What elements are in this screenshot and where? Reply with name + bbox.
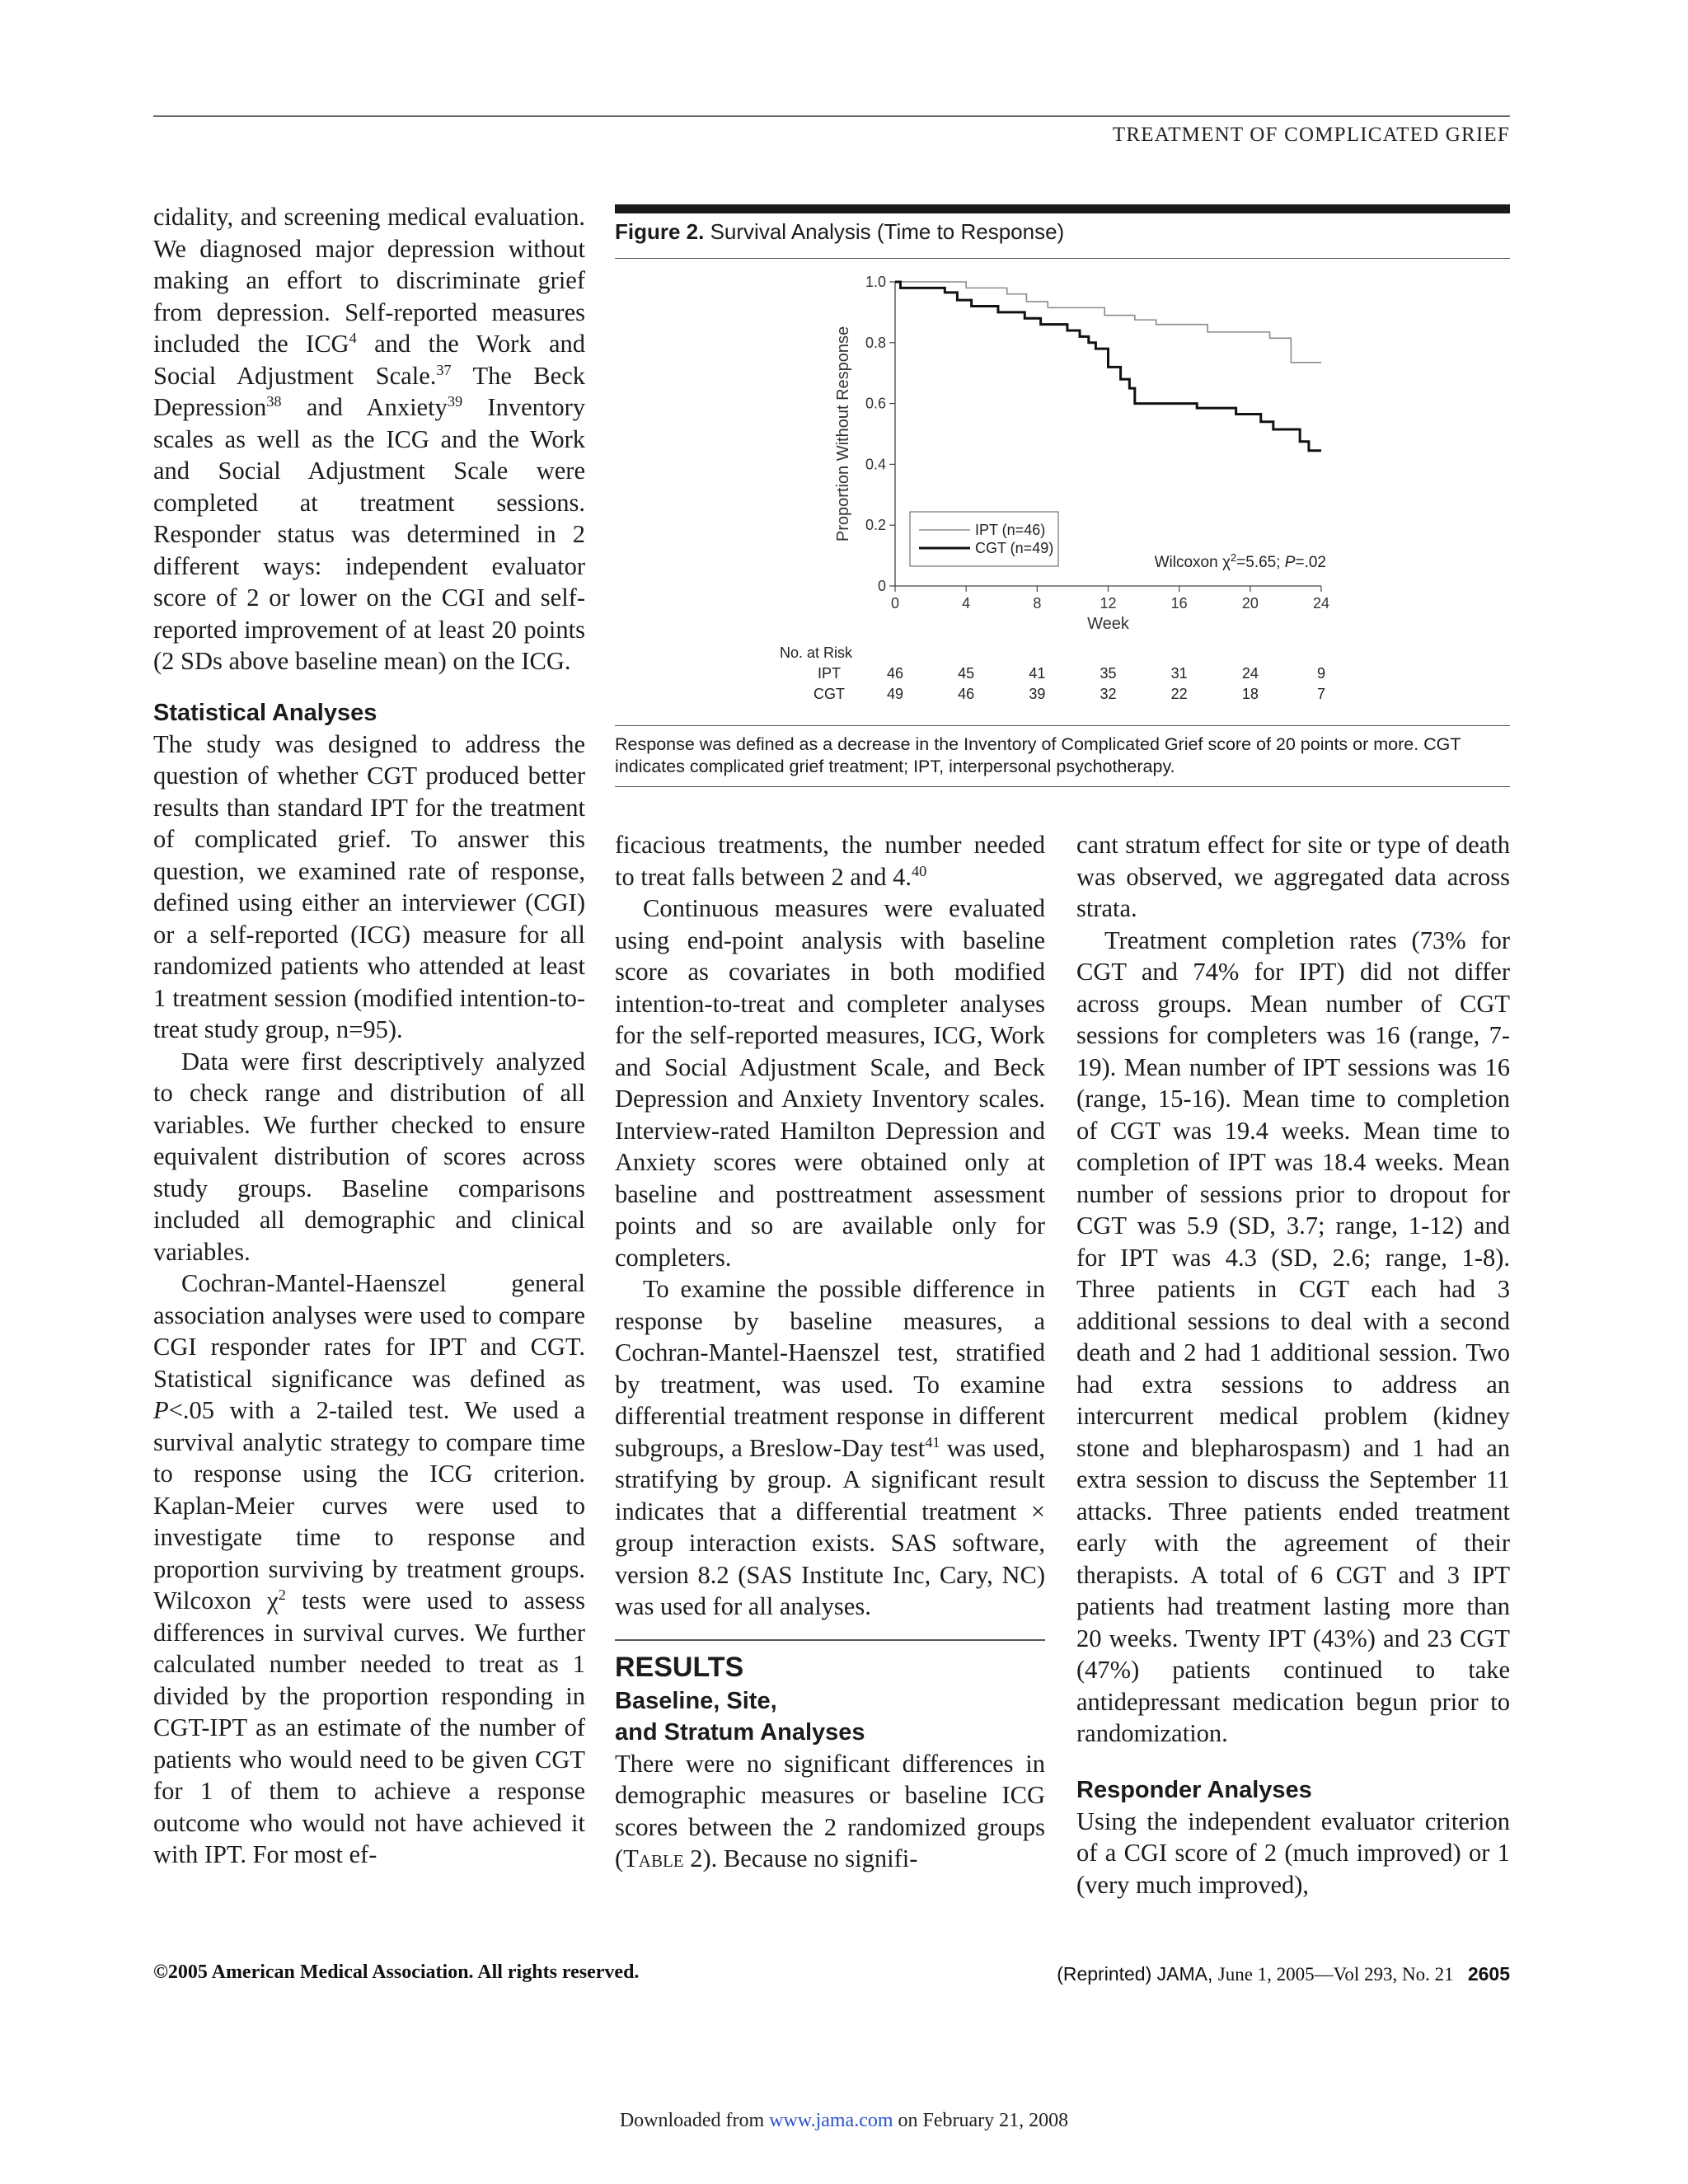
- survival-chart: [615, 260, 1510, 722]
- at-risk-title: No. at Risk: [780, 644, 853, 661]
- paragraph: Cochran-Mantel-Haenszel general association analyses were used to compare CGI responder rates for IPT and CGT. Statistical significance was defined as P<.05 with a 2-tailed test. We used a survival analytic strategy to compare time to response using the ICG criterion. Kaplan-Meier curves were used to investigate time to response and proportion surviving by treatment groups. Wilcoxon $\chi^2$ tests were used to assess differences in survival curves. We further calculated number needed to treat as 1 divided by the proportion responding in CGT-IPT as an estimate of the number of patients who would need to be given CGT for 1 of them to achieve a response outcome who would not have achieved it with IPT. For most ef-: [153, 1269, 586, 1868]
- x-tick-label: 4: [962, 595, 971, 612]
- paragraph: The study was designed to address the question of whether CGT produced better results than standard IPT for the treatment of complicated grief. To answer this question, we examined rate of response, defined using either an interviewer (CGI) or a self-reported (ICG) measure for all randomized patients who attended at least 1 treatment session (modified intention-to-treat study group, n=95).: [153, 729, 585, 1043]
- legend-label: CGT (n=49): [975, 540, 1054, 556]
- wilcoxon-annotation: Wilcoxon $\chi^2=5.65$; P=.02: [1154, 551, 1326, 571]
- text-column-3: [1076, 829, 1510, 1900]
- y-tick-label: 0.4: [865, 456, 886, 473]
- x-tick-label: 12: [1100, 595, 1117, 612]
- y-tick-label: 1.0: [865, 274, 886, 290]
- results-rule: [615, 1639, 1045, 1641]
- figure-rule: [615, 725, 1510, 726]
- y-axis-label: Proportion Without Response: [834, 326, 852, 542]
- y-tick-label: 0.6: [865, 395, 886, 412]
- at-risk-value: 9: [1316, 665, 1326, 682]
- text-column-1: [153, 201, 585, 1871]
- paragraph: Using the independent evaluator criterion of a CGI score of 2 (much improved) or 1 (very much improved),: [1076, 1807, 1510, 1899]
- x-tick-label: 24: [1312, 595, 1330, 612]
- paragraph: cidality, and screening medical evaluation. We diagnosed major depression without making an effort to discriminate grief from depression. Self-reported measures included the ICG$^4$ and the Work and Social Adjustment Scale.$^{37}$ The Beck Depression$^{38}$ and Anxiety$^{39}$ Inventory scales as well as the ICG and the Work and Social Adjustment Scale were completed at treatment sessions. Responder status was determined in 2 different ways: independent evaluator score of 2 or lower on the CGI and self-reported improvement of at least 20 points (2 SDs above baseline mean) on the ICG.: [153, 203, 586, 675]
- at-risk-value: 31: [1170, 665, 1188, 682]
- copyright: ©2005 American Medical Association. All rights reserved.: [153, 1961, 640, 1983]
- reprint-citation: (Reprinted) JAMA, June 1, 2005—Vol 293, No. 21 2605: [1057, 1963, 1510, 1985]
- y-tick-label: 0: [877, 578, 886, 594]
- legend-box: [910, 512, 1058, 566]
- page-number: 2605: [1467, 1963, 1510, 1985]
- legend-label: IPT (n=46): [975, 522, 1046, 538]
- x-tick-label: 0: [890, 595, 900, 612]
- paragraph: Continuous measures were evaluated using end-point analysis with baseline score as covariates in both modified intention-to-treat and completer analyses for the self-reported measures, ICG, Work and Social Adjustment Scale, and Beck Depression and Anxiety Inventory scales. Interview-rated Hamilton Depression and Anxiety scores were obtained only at baseline and posttreatment assessment points and so are available only for completers.: [615, 894, 1045, 1272]
- results-heading: RESULTS: [615, 1651, 744, 1683]
- x-axis-label: Week: [1087, 615, 1129, 633]
- y-tick-label: 0.8: [865, 334, 886, 351]
- at-risk-value: 24: [1241, 665, 1259, 682]
- section-heading-responder-analyses: Responder Analyses: [1076, 1776, 1312, 1803]
- figure-rule: [615, 786, 1510, 787]
- x-tick-label: 8: [1033, 595, 1042, 612]
- at-risk-value: 39: [1029, 686, 1046, 702]
- at-risk-value: 41: [1029, 665, 1046, 682]
- at-risk-row-label: CGT: [814, 686, 845, 702]
- header-rule: [153, 115, 1510, 117]
- x-tick-label: 20: [1241, 595, 1259, 612]
- at-risk-value: 46: [886, 665, 904, 682]
- survival-curve-cgt: [895, 282, 1321, 451]
- paragraph: ficacious treatments, the number needed to treat falls between 2 and 4.40: [615, 831, 1045, 891]
- at-risk-value: 45: [958, 665, 975, 682]
- download-notice: Downloaded from www.jama.com on February 21, 2008: [619, 2110, 1069, 2131]
- paragraph: To examine the possible difference in response by baseline measures, a Cochran-Mantel-Haenszel test, stratified by treatment, was used. To examine differential treatment response in different subgroups, a Breslow-Day test$^{41}$ was used, stratifying by group. A significant result indicates that a differential treatment × group interaction exists. SAS software, version 8.2 (SAS Institute Inc, Cary, NC) was used for all analyses.: [615, 1275, 1045, 1620]
- at-risk-value: 7: [1316, 686, 1326, 702]
- figure-title: Figure 2. Survival Analysis (Time to Response): [615, 219, 1065, 244]
- at-risk-value: 35: [1100, 665, 1117, 682]
- at-risk-row-label: IPT: [817, 665, 842, 682]
- running-head: TREATMENT OF COMPLICATED GRIEF: [1112, 124, 1510, 146]
- figure-caption: Response was defined as a decrease in the Inventory of Complicated Grief score of 20 points or more. CGT indicates complicated grief treatment; IPT, interpersonal psychotherapy.: [615, 734, 1461, 776]
- at-risk-value: 46: [958, 686, 975, 702]
- at-risk-value: 32: [1100, 686, 1117, 702]
- y-tick-label: 0.2: [865, 517, 886, 534]
- subsection-heading: Baseline, Site, and Stratum Analyses: [615, 1687, 865, 1746]
- figure-rule: [615, 258, 1510, 259]
- paragraph: Treatment completion rates (73% for CGT and 74% for IPT) did not differ across groups. Mean number of CGT sessions for completers was 16 (range, 7-19). Mean number of IPT sessions was 16 (range, 15-16). Mean time to completion of CGT was 19.4 weeks. Mean time to completion of IPT was 18.4 weeks. Mean number of sessions prior to dropout for CGT was 5.9 (SD, 3.7; range, 1-12) and for IPT was 4.3 (SD, 2.6; range, 1-8). Three patients in CGT each had 3 additional sessions to deal with a second death and 2 had 1 additional session. Two had extra sessions to address an intercurrent medical problem (kidney stone and blepharospasm) and 1 had an extra session to discuss the September 11 attacks. Three patients ended treatment early with the agreement of their therapists. A total of 6 CGT and 3 IPT patients had treatment lasting more than 20 weeks. Twenty IPT (43%) and 23 CGT (47%) patients continued to take antidepressant medication begun prior to randomization.: [1076, 926, 1510, 1747]
- paragraph: cant stratum effect for site or type of death was observed, we aggregated data across strata.: [1076, 831, 1510, 922]
- at-risk-value: 18: [1241, 686, 1259, 702]
- text-column-2: [615, 829, 1045, 1875]
- paragraph: There were no significant differences in demographic measures or baseline ICG scores between the 2 randomized groups (Table 2). Because no signifi-: [615, 1749, 1045, 1872]
- section-heading-statistical-analyses: Statistical Analyses: [153, 699, 377, 726]
- paragraph: Data were first descriptively analyzed to check range and distribution of all variables. We further checked to ensure equivalent distribution of scores across study groups. Baseline comparisons included all demographic and clinical variables.: [153, 1047, 585, 1266]
- figure-top-bar: [615, 204, 1510, 213]
- at-risk-value: 22: [1170, 686, 1188, 702]
- at-risk-value: 49: [886, 686, 904, 702]
- x-tick-label: 16: [1170, 595, 1188, 612]
- table-reference: Table: [623, 1844, 684, 1872]
- jama-link[interactable]: www.jama.com: [769, 2110, 893, 2131]
